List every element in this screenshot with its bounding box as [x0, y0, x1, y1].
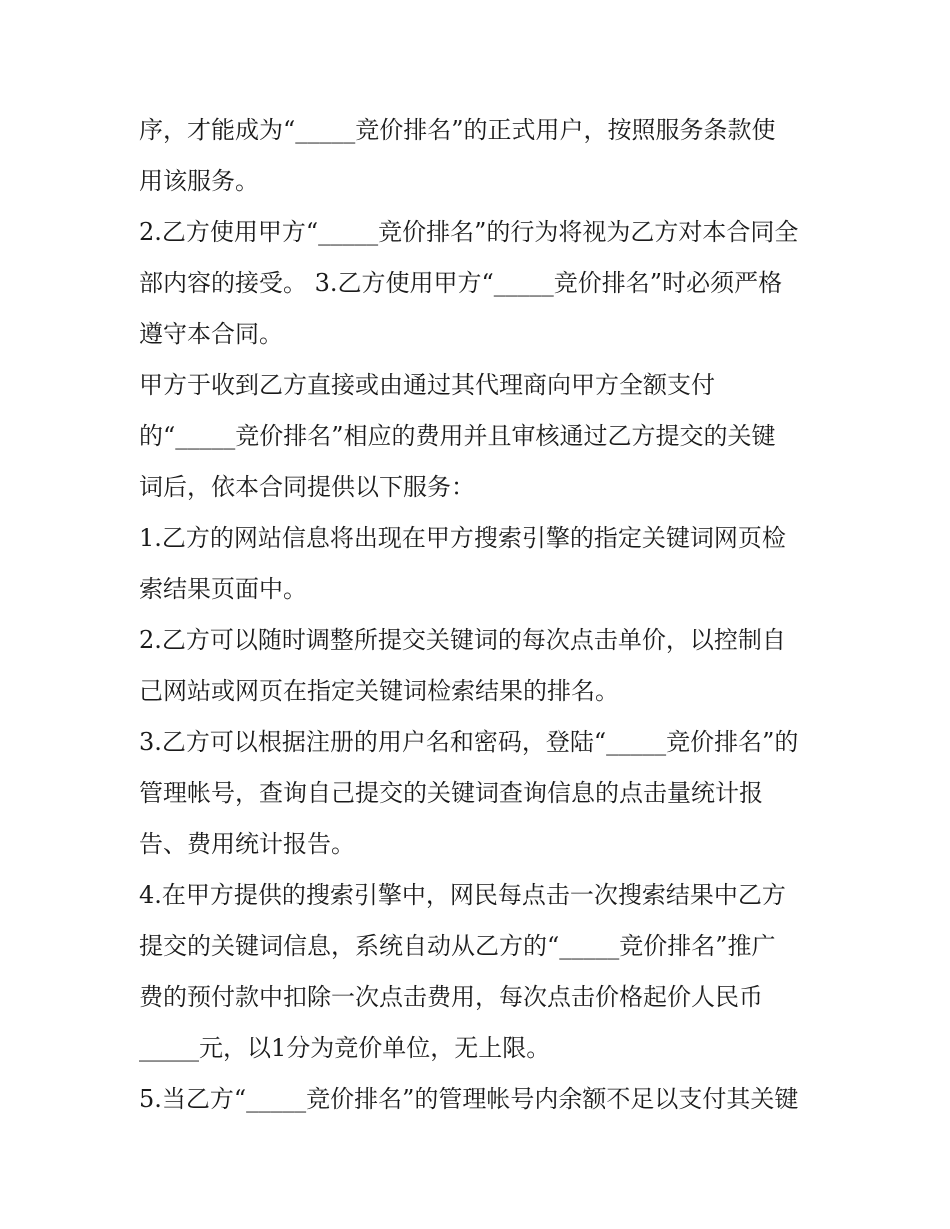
text-line: 索结果页面中。 — [139, 575, 307, 603]
text-line: 部内容的接受。 3.乙方使用甲方“_____竞价排名”时必须严格 — [139, 269, 783, 297]
text-line: _____元，以1分为竞价单位，无上限。 — [139, 1034, 551, 1062]
text-line: 管理帐号，查询自己提交的关键词查询信息的点击量统计报 — [139, 779, 763, 807]
text-line: 词后，依本合同提供以下服务： — [139, 473, 475, 501]
text-line: 用该服务。 — [139, 167, 259, 195]
text-line: 序，才能成为“_____竞价排名”的正式用户，按照服务条款使 — [139, 116, 776, 144]
text-line: 己网站或网页在指定关键词检索结果的排名。 — [139, 677, 619, 705]
text-line: 费的预付款中扣除一次点击费用，每次点击价格起价人民币 — [139, 983, 763, 1011]
text-line: 甲方于收到乙方直接或由通过其代理商向甲方全额支付 — [139, 371, 715, 399]
text-line: 2.乙方使用甲方“_____竞价排名”的行为将视为乙方对本合同全 — [139, 218, 799, 246]
document-body — [139, 105, 819, 1125]
text-line: 的“_____竞价排名”相应的费用并且审核通过乙方提交的关键 — [139, 422, 776, 450]
text-line: 5.当乙方“_____竞价排名”的管理帐号内余额不足以支付其关键 — [139, 1085, 799, 1113]
text-line: 告、费用统计报告。 — [139, 830, 355, 858]
text-line: 遵守本合同。 — [139, 320, 283, 348]
text-line: 提交的关键词信息，系统自动从乙方的“_____竞价排名”推广 — [139, 932, 776, 960]
text-line: 2.乙方可以随时调整所提交关键词的每次点击单价，以控制自 — [139, 626, 786, 654]
text-line: 3.乙方可以根据注册的用户名和密码，登陆“_____竞价排名”的 — [139, 728, 799, 756]
text-line: 1.乙方的网站信息将出现在甲方搜索引擎的指定关键词网页检 — [139, 524, 786, 552]
text-line: 4.在甲方提供的搜索引擎中，网民每点击一次搜索结果中乙方 — [139, 881, 786, 909]
